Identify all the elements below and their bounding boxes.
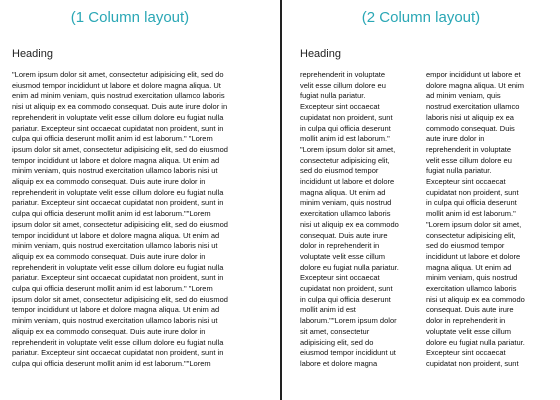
one-column-body: "Lorem ipsum dolor sit amet, consectetur adipisicing elit, sed do eiusmod tempor incididunt ut labore et dolore magna aliqua. Ut enim ad minim veniam, quis nostrud exercitation ullamco laboris nisi ut aliquip ex ea commodo consequat. Duis aute irure dolor in reprehenderit in voluptate velit esse cillum dolore eu fugiat nulla pariatur. Excepteur sint occaecat cupidatat non proident, sunt in culpa qui officia deserunt mollit anim id est laborum." "Lorem ipsum dolor sit amet, consectetur adipisicing elit, sed do eiusmod tempor incididunt ut labore et dolore magna aliqua. Ut enim ad minim veniam, quis nostrud exercitation ullamco laboris nisi ut aliquip ex ea commodo consequat. Duis aute irure dolor in reprehenderit in voluptate velit esse cillum dolore eu fugiat nulla pariatur. Excepteur sint occaecat cupidatat non proident, sunt in culpa qui officia deserunt mollit anim id est laborum.""Lorem ipsum dolor sit amet, consectetur adipisicing elit, sed do eiusmod tempor incididunt ut labore et dolore magna aliqua. Ut enim ad minim veniam, quis nostrud exercitation ullamco laboris nisi ut aliquip ex ea commodo consequat. Duis aute irure dolor in reprehenderit in voluptate velit esse cillum dolore eu fugiat nulla pariatur. Excepteur sint occaecat cupidatat non proident, sunt in culpa qui officia deserunt mollit anim id est laborum." "Lorem ipsum dolor sit amet, consectetur adipisicing elit, sed do eiusmod tempor incididunt ut labore et dolore magna aliqua. Ut enim ad minim veniam, quis nostrud exercitation ullamco laboris nisi ut aliquip ex ea commodo consequat. Duis aute irure dolor in reprehenderit in voluptate velit esse cillum dolore eu fugiat nulla pariatur. Excepteur sint occaecat cupidatat non proident, sunt in culpa qui officia deserunt mollit anim id est laborum.""Lorem: [12, 70, 228, 368]
two-column-heading: Heading: [300, 48, 341, 60]
two-column-first-column: reprehenderit in voluptate velit esse cillum dolore eu fugiat nulla pariatur. Excepteur sint occaecat cupidatat non proident, sunt in culpa qui officia deserunt mollit anim id est laborum." "Lorem ipsum dolor sit amet, consectetur adipisicing elit, sed do eiusmod tempor incididunt ut labore et dolore magna aliqua. Ut enim ad minim veniam, quis nostrud exercitation ullamco laboris nisi ut aliquip ex ea commodo consequat. Duis aute irure dolor in reprehenderit in voluptate velit esse cillum dolore eu fugiat nulla pariatur. Excepteur sint occaecat cupidatat non proident, sunt in culpa qui officia deserunt mollit anim id est laborum.""Lorem ipsum dolor sit amet, consectetur adipisicing elit, sed do eiusmod tempor incididunt ut labore et dolore magna: [300, 70, 399, 368]
one-column-heading: Heading: [12, 48, 53, 60]
two-column-second-column: empor incididunt ut labore et dolore magna aliqua. Ut enim ad minim veniam, quis nostrud exercitation ullamco laboris nisi ut aliquip ex ea commodo consequat. Duis aute irure dolor in reprehenderit in voluptate velit esse cillum dolore eu fugiat nulla pariatur. Excepteur sint occaecat cupidatat non proident, sunt in culpa qui officia deserunt mollit anim id est laborum." "Lorem ipsum dolor sit amet, consectetur adipisicing elit, sed do eiusmod tempor incididunt ut labore et dolore magna aliqua. Ut enim ad minim veniam, quis nostrud exercitation ullamco laboris nisi ut aliquip ex ea commodo consequat. Duis aute irure dolor in reprehenderit in voluptate velit esse cillum dolore eu fugiat nulla pariatur. Excepteur sint occaecat cupidatat non proident, sunt: [426, 70, 525, 368]
two-column-panel: [282, 0, 560, 400]
two-column-title: (2 Column layout): [361, 9, 481, 26]
one-column-title: (1 Column layout): [70, 9, 190, 26]
